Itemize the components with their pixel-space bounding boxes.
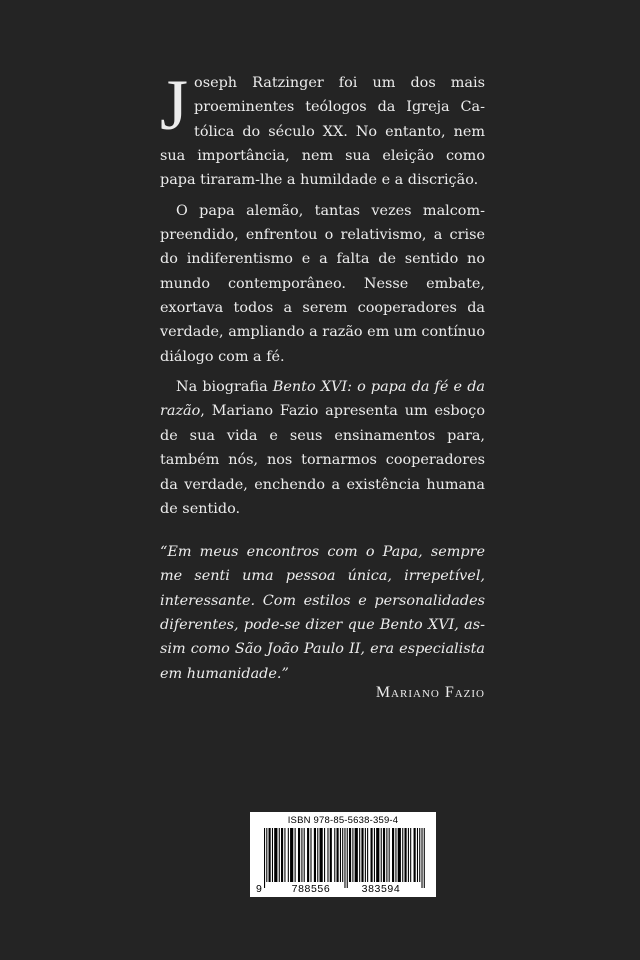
- barcode-bar: [307, 828, 309, 882]
- barcode-bar: [279, 828, 280, 882]
- barcode-bar: [414, 828, 416, 882]
- barcode-bar: [398, 828, 401, 882]
- barcode-bar: [264, 828, 265, 888]
- barcode-bar: [317, 828, 318, 882]
- barcode-bar: [417, 828, 418, 882]
- synopsis-paragraph-1: [160, 65, 485, 193]
- barcode-bar: [290, 828, 293, 882]
- barcode-bar: [320, 828, 323, 882]
- barcode-bar: [370, 828, 372, 882]
- barcode-bar: [419, 828, 420, 882]
- barcode-bar: [359, 828, 360, 882]
- barcode-bar: [355, 828, 358, 882]
- barcode-bar: [383, 828, 385, 882]
- barcode-bar: [376, 828, 379, 882]
- barcode-bar: [324, 828, 325, 882]
- synopsis-text: [160, 65, 485, 521]
- drop-cap: J: [160, 65, 189, 145]
- barcode-lead-digit: 9: [256, 883, 262, 895]
- barcode-bar: [304, 828, 305, 882]
- barcode-bar: [421, 828, 422, 888]
- barcode-bar: [344, 828, 345, 888]
- barcode-bar: [410, 828, 411, 882]
- book-title-italic: Bento XVI: o papa da fé e da razão: [160, 379, 485, 420]
- barcode-bar: [337, 828, 339, 882]
- barcode-bar: [386, 828, 387, 882]
- barcode-bar: [392, 828, 394, 882]
- barcode-bar: [342, 828, 343, 882]
- barcode-bar: [334, 828, 335, 882]
- barcode-bar: [381, 828, 382, 882]
- barcode-bar: [298, 828, 300, 882]
- barcode-bar: [374, 828, 375, 882]
- barcode-bar: [288, 828, 289, 882]
- barcode-bar: [395, 828, 396, 882]
- barcode-bar: [281, 828, 283, 882]
- barcode-bar: [330, 828, 332, 882]
- barcode-bar: [389, 828, 390, 882]
- barcode-bar: [367, 828, 368, 882]
- synopsis-paragraph-2: O papa alemão, tantas vezes malcompreendido, enfrentou o relativismo, a crise do indiferentismo e a falta de sentido no mundo contemporâneo. Nesse embate, exortava todos a serem cooperadores da verdade, ampliando a razão em um contínuo diálogo com a fé.: [160, 202, 485, 365]
- barcode-left-group: 788556: [280, 883, 342, 895]
- barcode-bar: [301, 828, 302, 882]
- barcode-bar: [404, 828, 406, 882]
- synopsis-paragraph-3: [160, 375, 485, 521]
- barcode-bars: [264, 828, 426, 888]
- barcode-bar: [284, 828, 285, 882]
- barcode-bar: [266, 828, 267, 882]
- barcode-bar: [269, 828, 271, 882]
- barcode-bar: [327, 828, 328, 882]
- barcode-right-group: 383594: [350, 883, 412, 895]
- isbn-barcode: [250, 812, 436, 897]
- barcode-bar: [408, 828, 409, 882]
- barcode-bar: [424, 828, 425, 888]
- barcode-digits: [250, 883, 436, 895]
- barcode-bar: [361, 828, 363, 882]
- barcode-bar: [352, 828, 353, 882]
- barcode-bar: [365, 828, 366, 882]
- barcode-bar: [314, 828, 316, 882]
- barcode-bar: [272, 828, 273, 882]
- paragraph-3-rest: , Mariano Fazio apresenta um esboço de sua vida e seus ensinamentos para, também nós, nos tornarmos cooperadores da verdade, enchendo a existência humana de sentido.: [160, 403, 485, 517]
- paragraph-1-text: oseph Ratzinger foi um dos mais proeminentes teólogos da Igreja Católica do século XX. No entanto, nem sua importância, nem sua eleição como papa tiraram-lhe a humildade e a discrição.: [160, 75, 485, 189]
- quote-author: Mariano Fazio: [375, 684, 485, 701]
- isbn-label: ISBN 978-85-5638-359-4: [287, 815, 399, 826]
- barcode-bar: [274, 828, 277, 882]
- paragraph-3-lead: Na biografia: [176, 379, 273, 396]
- barcode-bar: [295, 828, 296, 882]
- barcode-bar: [402, 828, 403, 882]
- pull-quote: “Em meus encontros com o Papa, sempre me senti uma pessoa única, irrepetível, interessante. Com estilos e personalidades diferentes, pode-se dizer que Bento XVI, assim como São João Paulo II, era especialista em humanidade.”: [160, 544, 485, 682]
- barcode-bar: [340, 828, 341, 882]
- barcode-bar: [347, 828, 348, 888]
- barcode-bar: [310, 828, 311, 882]
- barcode-bar: [349, 828, 351, 882]
